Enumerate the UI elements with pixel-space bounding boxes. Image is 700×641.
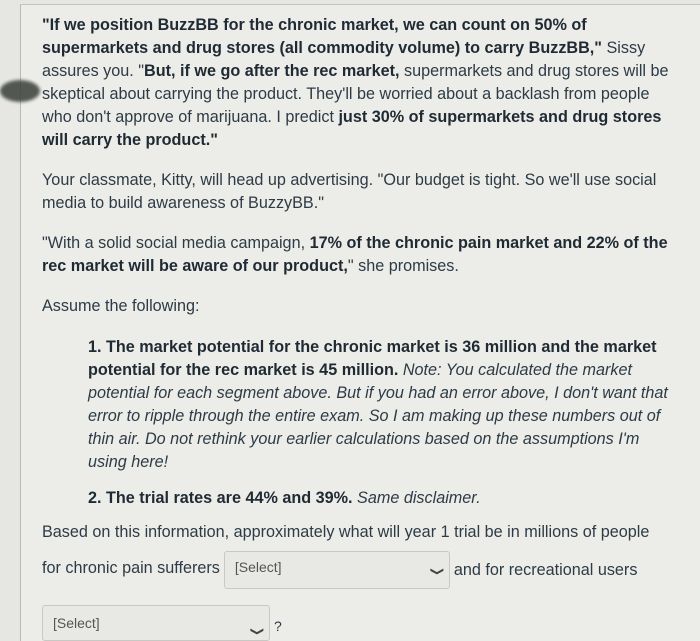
text: Sissy assures you. " <box>42 39 646 80</box>
bold-text: 1. The market potential for the chronic market is 36 million and the market potential for the rec market is 45 million. <box>88 338 657 379</box>
bold-text: But, if we go after the rec market, <box>144 62 400 80</box>
question-line: Based on this information, approximately what will year 1 trial be in millions of people <box>42 523 650 541</box>
sissy-paragraph <box>42 14 682 152</box>
photo-smudge <box>0 80 40 102</box>
rec-trial-select[interactable] <box>42 605 270 641</box>
italic-text: Same disclaimer. <box>352 489 481 507</box>
chevron-down-icon: ❯ <box>249 626 265 637</box>
assumption-item-1 <box>88 336 682 474</box>
bold-text: "If we position BuzzBB for the chronic market, we can count on 50% of supermarkets and drug stores (all commodity volume) to carry BuzzBB," <box>42 16 602 57</box>
question-content <box>42 14 682 641</box>
italic-text: Note: You calculated the market potential for each segment above. But if you had an error above, I don't want that error to ripple through the entire exam. So I am making up these numbers out of thin air. Do not rethink your earlier calculations based on the assumptions I'm using here! <box>88 361 668 471</box>
chronic-label: for chronic pain sufferers <box>42 559 220 577</box>
question-mark: ? <box>274 618 282 634</box>
campaign-paragraph <box>42 232 682 278</box>
bold-text: 17% of the chronic pain market and 22% of the rec market will be aware of our product, <box>42 234 668 275</box>
text: " she promises. <box>347 257 459 275</box>
chronic-trial-select[interactable] <box>224 551 450 589</box>
text: supermarkets and drug stores will be skeptical about carrying the product. They'll be worried about a backlash from people who don't approve of marijuana. I predict <box>42 62 669 126</box>
bold-text: just 30% of supermarkets and drug stores will carry the product." <box>42 108 662 149</box>
select-value: [Select] <box>234 559 282 575</box>
select-value: [Select] <box>53 615 100 631</box>
chevron-down-icon: ❯ <box>429 566 445 577</box>
assume-heading: Assume the following: <box>42 297 200 315</box>
assumption-item-2 <box>88 487 682 510</box>
kitty-paragraph: Your classmate, Kitty, will head up advertising. "Our budget is tight. So we'll use social media to build awareness of BuzzyBB." <box>42 171 657 212</box>
question-text <box>42 521 682 641</box>
text: "With a solid social media campaign, <box>42 234 310 252</box>
assumption-list <box>88 336 682 510</box>
rec-label: and for recreational users <box>453 561 638 579</box>
bold-text: 2. The trial rates are 44% and 39%. <box>88 489 353 507</box>
